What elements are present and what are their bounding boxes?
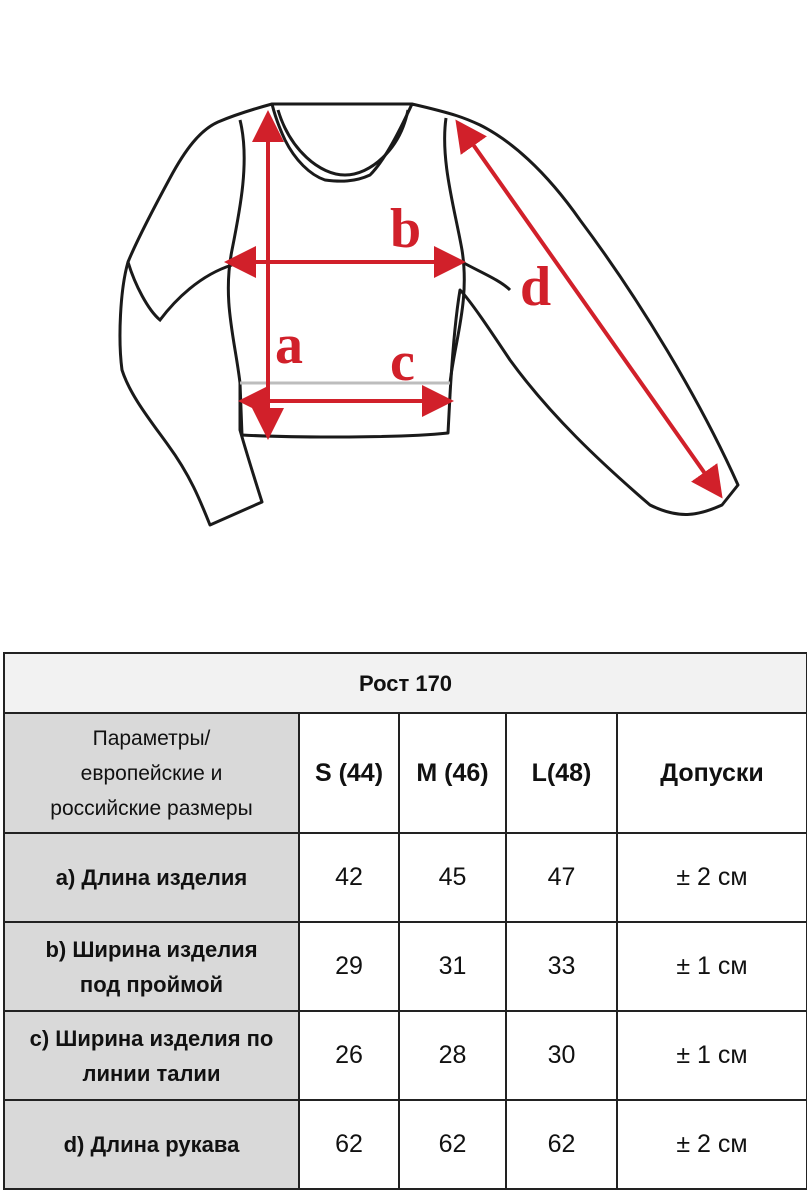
value-cell: 62	[399, 1100, 506, 1189]
value-cell: 47	[506, 833, 617, 922]
value-cell: 30	[506, 1011, 617, 1100]
param-b-line2: под проймой	[79, 971, 224, 997]
value-cell: 62	[299, 1100, 399, 1189]
tolerance-cell: ± 1 см	[617, 922, 807, 1011]
value-cell: 29	[299, 922, 399, 1011]
tolerance-cell: ± 2 см	[617, 833, 807, 922]
param-cell-a	[4, 833, 299, 922]
param-cell-d	[4, 1100, 299, 1189]
size-header-s: S (44)	[299, 713, 399, 833]
size-header-l: L(48)	[506, 713, 617, 833]
label-a: a	[275, 314, 303, 376]
param-header-line1: Параметры/	[92, 726, 211, 750]
left-sleeve-inner-line	[128, 262, 232, 320]
value-cell: 42	[299, 833, 399, 922]
height-label: Рост 170	[4, 653, 807, 713]
height-row	[4, 653, 807, 713]
value-cell: 31	[399, 922, 506, 1011]
value-cell: 28	[399, 1011, 506, 1100]
param-c-line1: c) Ширина изделия по	[29, 1025, 274, 1051]
right-sleeve-inner-line	[462, 262, 510, 290]
size-chart-table	[3, 652, 807, 1190]
tolerance-cell: ± 2 см	[617, 1100, 807, 1189]
param-cell-c	[4, 1011, 299, 1100]
tolerance-header: Допуски	[617, 713, 807, 833]
table-row	[4, 1100, 807, 1189]
table-row	[4, 833, 807, 922]
measure-d-arrow	[460, 126, 718, 492]
value-cell: 62	[506, 1100, 617, 1189]
garment-body-outline	[120, 104, 738, 525]
param-a-line1: a) Длина изделия	[55, 865, 248, 890]
left-side-seam	[228, 120, 244, 383]
value-cell: 26	[299, 1011, 399, 1100]
param-header-line2: европейские и	[80, 761, 223, 785]
table-row	[4, 922, 807, 1011]
param-header-line3: российские размеры	[50, 796, 253, 820]
param-c-line2: линии талии	[82, 1060, 221, 1086]
neckline-inner	[278, 110, 408, 175]
tolerance-cell: ± 1 см	[617, 1011, 807, 1100]
label-b: b	[390, 198, 422, 260]
table-row	[4, 1011, 807, 1100]
header-row	[4, 713, 807, 833]
value-cell: 45	[399, 833, 506, 922]
param-header	[4, 713, 299, 833]
label-c: c	[390, 331, 415, 393]
size-header-m: M (46)	[399, 713, 506, 833]
param-d-line1: d) Длина рукава	[63, 1132, 240, 1157]
param-cell-b	[4, 922, 299, 1011]
label-d: d	[520, 256, 552, 318]
value-cell: 33	[506, 922, 617, 1011]
param-b-line1: b) Ширина изделия	[45, 936, 258, 962]
